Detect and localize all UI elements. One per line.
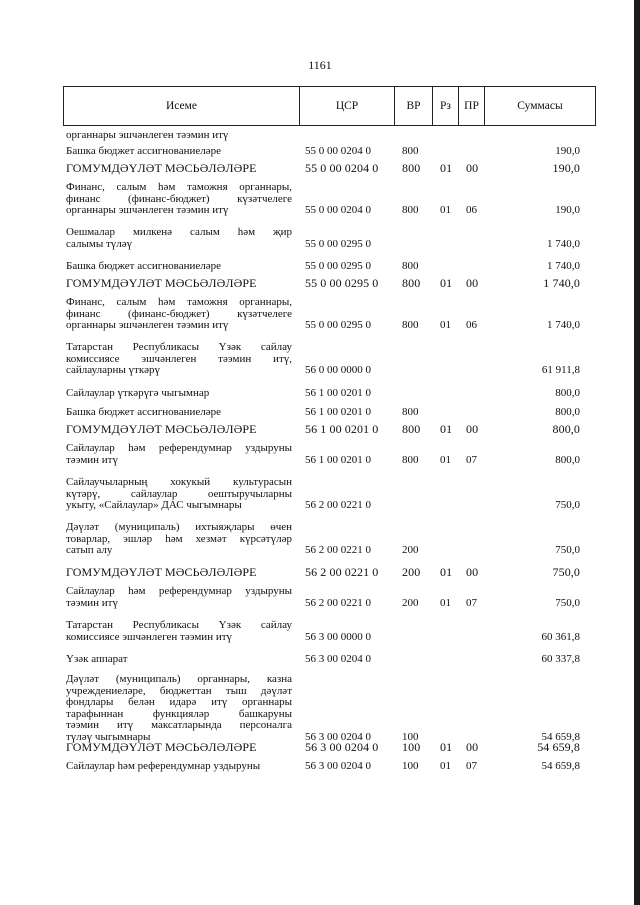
row-name xyxy=(66,586,292,609)
row-vr: 800 xyxy=(402,406,419,418)
row-sum: 60 361,8 xyxy=(541,630,580,643)
row-name-line: Финанс, салым һәм таможня органнары, xyxy=(66,181,292,193)
row-name-line: ГОМУМДӘҮЛӘТ МӘСЬӘЛӘЛӘРЕ xyxy=(66,161,257,175)
row-sum: 750,0 xyxy=(555,499,580,511)
row-name-line: комиссиясе эшчәнлеген тәэмин итү xyxy=(66,630,233,643)
row-name xyxy=(66,278,292,290)
row-csr: 56 1 00 0201 0 xyxy=(305,422,379,436)
header-pr: ПР xyxy=(458,87,484,125)
row-vr: 200 xyxy=(402,544,419,556)
row-csr: 56 1 00 0201 0 xyxy=(305,387,371,399)
row-csr: 56 3 00 0000 0 xyxy=(305,630,371,643)
row-rz: 01 xyxy=(440,453,451,466)
row-name-line: ГОМУМДӘҮЛӘТ МӘСЬӘЛӘЛӘРЕ xyxy=(66,276,257,290)
row-name-line: Башка бюджет ассигнованиеләре xyxy=(66,406,221,418)
row-name xyxy=(66,674,292,743)
row-name xyxy=(66,620,292,643)
row-vr: 800 xyxy=(402,204,419,216)
row-name-line: сайлауларны үткәрү xyxy=(66,364,161,376)
row-pr: 07 xyxy=(466,453,477,466)
row-name-line: органнары эшчәнлеген тәэмин итү xyxy=(66,319,229,331)
row-name xyxy=(66,443,292,466)
row-name xyxy=(66,761,292,773)
row-csr: 56 2 00 0221 0 xyxy=(305,499,371,511)
row-name-line: ГОМУМДӘҮЛӘТ МӘСЬӘЛӘЛӘРЕ xyxy=(66,422,257,436)
row-vr: 100 xyxy=(402,760,419,772)
row-name-line: ГОМУМДӘҮЛӘТ МӘСЬӘЛӘЛӘРЕ xyxy=(66,740,257,754)
row-rz: 01 xyxy=(440,740,453,754)
row-csr: 55 0 00 0295 0 xyxy=(305,319,371,331)
row-sum: 1 740,0 xyxy=(547,319,580,331)
row-name-line: Дәүләт (муниципаль) ихтыяҗлары өчен xyxy=(66,521,292,533)
row-vr: 200 xyxy=(402,596,419,609)
row-sum: 54 659,8 xyxy=(537,740,580,754)
row-name xyxy=(66,146,292,158)
row-sum: 60 337,8 xyxy=(541,653,580,665)
row-name-line: комиссиясе эшчәнлеген тәэмин итү, xyxy=(66,352,292,365)
row-sum: 190,0 xyxy=(555,145,580,157)
row-name-line: Сайлаучыларның хокукый культурасын xyxy=(66,476,292,488)
row-name-line: фондлары белән идарә итү органнары xyxy=(66,696,292,708)
row-name xyxy=(66,227,292,250)
scan-edge xyxy=(634,0,640,905)
row-name xyxy=(66,130,292,142)
row-vr: 100 xyxy=(402,730,419,743)
row-name-line: финанс (финанс-бюджет) күзәтчелеге xyxy=(66,192,292,205)
row-name-line: күтәрү, сайлаулар оештыручыларны xyxy=(66,487,292,500)
row-sum: 1 740,0 xyxy=(547,237,580,250)
row-sum: 750,0 xyxy=(555,544,580,556)
row-vr: 800 xyxy=(402,260,419,272)
row-name-line: тәэмин итү xyxy=(66,596,118,609)
row-vr: 100 xyxy=(402,740,421,754)
row-rz: 01 xyxy=(440,161,453,175)
row-csr: 56 3 00 0204 0 xyxy=(305,740,379,754)
row-csr: 55 0 00 0295 0 xyxy=(305,237,371,250)
row-name-line: укыту, «Сайлаулар» ДАС чыгымнары xyxy=(66,499,242,511)
row-rz: 01 xyxy=(440,319,451,331)
row-name-line: Сайлаулар һәм референдумнар уздыруны xyxy=(66,442,292,454)
header-csr: ЦСР xyxy=(299,87,394,125)
row-name xyxy=(66,567,292,579)
row-name xyxy=(66,163,292,175)
row-name-line: Сайлаулар һәм референдумнар уздыруны xyxy=(66,585,292,597)
row-pr: 06 xyxy=(466,204,477,216)
page-number: 1161 xyxy=(308,58,332,72)
row-name-line: Татарстан Республикасы Үзәк сайлау xyxy=(66,341,292,353)
row-csr: 55 0 00 0295 0 xyxy=(305,260,371,272)
row-sum: 54 659,8 xyxy=(541,760,580,772)
row-name xyxy=(66,407,292,419)
row-name xyxy=(66,261,292,273)
row-pr: 00 xyxy=(466,276,479,290)
row-name-line: тәэмин итү максатларында персоналга xyxy=(66,719,292,731)
header-vr: ВР xyxy=(394,87,432,125)
row-rz: 01 xyxy=(440,760,451,772)
row-pr: 06 xyxy=(466,319,477,331)
row-rz: 01 xyxy=(440,204,451,216)
row-csr: 55 0 00 0295 0 xyxy=(305,276,379,290)
row-sum: 1 740,0 xyxy=(543,276,580,290)
row-name-line: Финанс, салым һәм таможня органнары, xyxy=(66,296,292,308)
row-csr: 56 1 00 0201 0 xyxy=(305,406,371,418)
row-vr: 800 xyxy=(402,145,419,157)
row-vr: 200 xyxy=(402,565,421,579)
row-name-line: тарафыннан функцияләр башкаруны xyxy=(66,707,292,720)
header-name: Исеме xyxy=(165,100,198,112)
row-name-line: Сайлаулар үткәрүгә чыгымнар xyxy=(66,387,210,399)
row-csr: 56 2 00 0221 0 xyxy=(305,596,371,609)
row-csr: 56 3 00 0204 0 xyxy=(305,653,371,665)
row-sum: 800,0 xyxy=(555,453,580,466)
row-sum: 1 740,0 xyxy=(547,260,580,272)
table-header xyxy=(63,86,596,126)
row-name xyxy=(66,297,292,332)
header-rz: Рз xyxy=(432,87,458,125)
row-vr: 800 xyxy=(402,161,421,175)
row-csr: 56 3 00 0204 0 xyxy=(305,760,371,772)
row-name-line: ГОМУМДӘҮЛӘТ МӘСЬӘЛӘЛӘРЕ xyxy=(66,565,257,579)
row-name-line: учреждениеләре, бюджеттан тыш дәүләт xyxy=(66,684,292,697)
row-sum: 61 911,8 xyxy=(541,364,580,376)
row-csr: 56 2 00 0221 0 xyxy=(305,544,371,556)
row-pr: 00 xyxy=(466,740,479,754)
row-sum: 190,0 xyxy=(555,204,580,216)
row-name-line: Башка бюджет ассигнованиеләре xyxy=(66,145,221,157)
row-vr: 800 xyxy=(402,422,421,436)
row-sum: 750,0 xyxy=(552,565,580,579)
row-sum: 800,0 xyxy=(555,406,580,418)
row-name xyxy=(66,477,292,512)
row-name-line: финанс (финанс-бюджет) күзәтчелеге xyxy=(66,307,292,320)
row-csr: 56 3 00 0204 0 xyxy=(305,730,371,743)
row-pr: 00 xyxy=(466,422,479,436)
row-rz: 01 xyxy=(440,422,453,436)
row-name xyxy=(66,388,292,400)
row-name xyxy=(66,424,292,436)
row-pr: 07 xyxy=(466,596,477,609)
row-name-line: Оешмалар милкенә салым һәм җир xyxy=(66,226,292,238)
row-name xyxy=(66,342,292,377)
row-csr: 56 1 00 0201 0 xyxy=(305,453,371,466)
row-pr: 00 xyxy=(466,161,479,175)
row-name xyxy=(66,522,292,557)
row-name xyxy=(66,182,292,217)
row-name-line: сатып алу xyxy=(66,544,113,556)
row-name-line: товарлар, эшләр һәм хезмәт күрсәтүләр xyxy=(66,532,292,545)
row-sum: 800,0 xyxy=(555,387,580,399)
row-sum: 54 659,8 xyxy=(541,730,580,743)
row-name-line: Башка бюджет ассигнованиеләре xyxy=(66,260,221,272)
row-csr: 55 0 00 0204 0 xyxy=(305,204,371,216)
row-name-line: тәэмин итү xyxy=(66,453,118,466)
row-csr: 55 0 00 0204 0 xyxy=(305,145,371,157)
row-vr: 800 xyxy=(402,453,419,466)
row-name-line: Татарстан Республикасы Үзәк сайлау xyxy=(66,619,292,631)
row-sum: 800,0 xyxy=(552,422,580,436)
row-name xyxy=(66,742,292,754)
row-name-line: органнары эшчәнлеген тәэмин итү xyxy=(66,204,229,216)
row-pr: 00 xyxy=(466,565,479,579)
row-vr: 800 xyxy=(402,276,421,290)
row-name-line: салымы түләү xyxy=(66,237,133,250)
header-sum: Суммасы xyxy=(484,87,595,125)
row-name-line: Үзәк аппарат xyxy=(66,653,128,665)
row-name-line: Сайлаулар һәм референдумнар уздыруны xyxy=(66,760,261,772)
row-name-line: органнары эшчәнлеген тәэмин итү xyxy=(66,129,229,141)
row-rz: 01 xyxy=(440,596,451,609)
row-rz: 01 xyxy=(440,565,453,579)
row-name-line: түләү чыгымнары xyxy=(66,730,151,743)
row-sum: 750,0 xyxy=(555,596,580,609)
row-name-line: Дәүләт (муниципаль) органнары, казна xyxy=(66,673,292,685)
row-csr: 55 0 00 0204 0 xyxy=(305,161,379,175)
row-sum: 190,0 xyxy=(552,161,580,175)
row-pr: 07 xyxy=(466,760,477,772)
row-csr: 56 0 00 0000 0 xyxy=(305,364,371,376)
row-name xyxy=(66,654,292,666)
row-rz: 01 xyxy=(440,276,453,290)
row-csr: 56 2 00 0221 0 xyxy=(305,565,379,579)
row-vr: 800 xyxy=(402,319,419,331)
